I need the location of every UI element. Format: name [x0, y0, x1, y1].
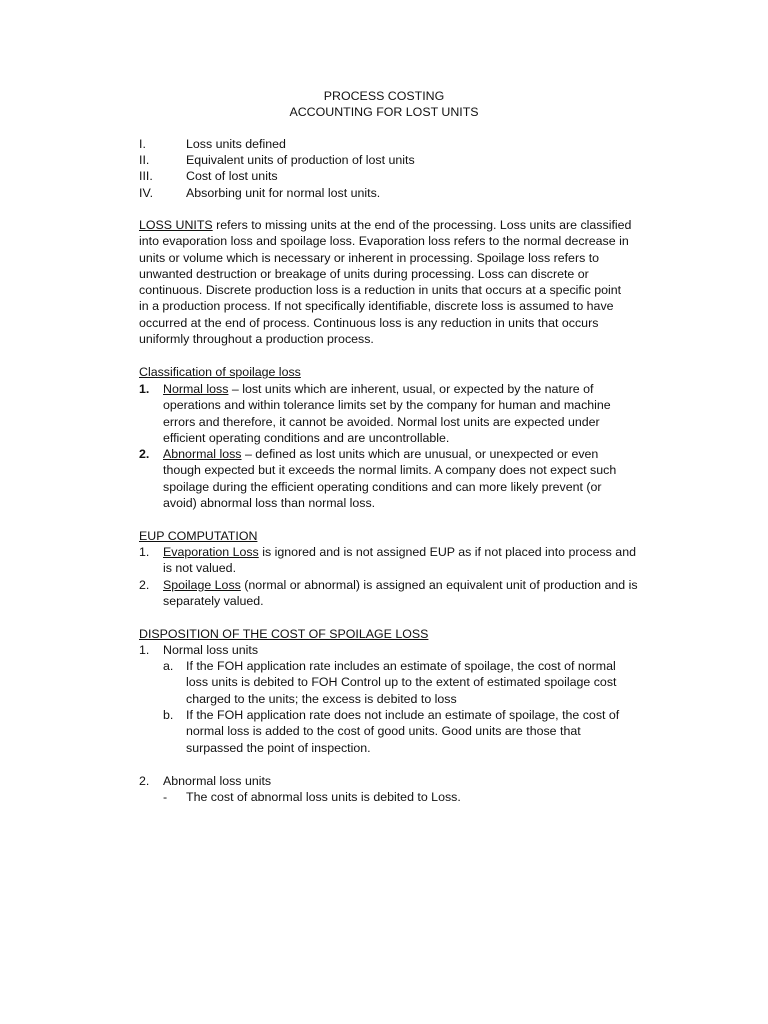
loss-units-term: LOSS UNITS: [139, 218, 213, 232]
disposition-heading: DISPOSITION OF THE COST OF SPOILAGE LOSS: [139, 627, 429, 641]
list-number: 2.: [139, 774, 150, 788]
paragraph-line: occurred at the end of process. Continuous loss is any reduction in units that occurs: [139, 315, 599, 330]
document-subtitle: ACCOUNTING FOR LOST UNITS: [289, 105, 479, 119]
sub-list-letter: a.: [163, 659, 174, 673]
item-line: – defined as lost units which are unusual, or unexpected or even: [241, 447, 599, 461]
sub-item-b: [186, 707, 619, 756]
paragraph-line: into evaporation loss and spoilage loss. Evaporation loss refers to the normal decrease in: [139, 234, 629, 249]
normal-loss-units-label: Normal loss units: [163, 643, 259, 657]
list-number: 2.: [139, 447, 150, 461]
item-line: is ignored and is not assigned EUP as if not placed into process and: [258, 545, 636, 559]
sub-item-a: [186, 658, 616, 707]
outline-number: III.: [139, 169, 153, 183]
list-number: 1.: [139, 643, 150, 657]
document-title: PROCESS COSTING: [323, 89, 445, 103]
paragraph-line: refers to missing units at the end of the processing. Loss units are classified: [212, 218, 632, 232]
item-line: If the FOH application rate includes an estimate of spoilage, the cost of normal: [186, 659, 616, 673]
item-line: efficient operating conditions and are uncontrollable.: [163, 430, 450, 445]
item-line: avoid) abnormal loss than normal loss.: [163, 495, 376, 510]
paragraph-line: units or volume which is necessary or inherent in processing. Spoilage loss refers to: [139, 250, 600, 265]
spoilage-loss-term: Spoilage Loss: [163, 578, 241, 592]
abnormal-loss-item: [163, 446, 616, 511]
item-line: though expected but it exceeds the normal limits. A company does not expect such: [163, 463, 617, 478]
normal-loss-term: Normal loss: [163, 382, 229, 396]
item-line: operations and within tolerance limits set by the company for human and machine: [163, 398, 611, 413]
item-line: spoilage during the efficient operating conditions and can more likely prevent (or: [163, 479, 602, 494]
normal-loss-item: [163, 381, 611, 446]
list-number: 1.: [139, 545, 150, 559]
item-line: – lost units which are inherent, usual, or expected by the nature of: [228, 382, 594, 396]
dash-bullet: -: [163, 790, 168, 804]
item-line: charged to the units; the excess is debited to loss: [186, 691, 457, 706]
abnormal-loss-sub-item: The cost of abnormal loss units is debited to Loss.: [186, 790, 461, 804]
paragraph-line: continuous. Discrete production loss is a reduction in units that occurs at a specific point: [139, 283, 622, 298]
evaporation-loss-item: [163, 544, 636, 577]
item-line: is not valued.: [163, 561, 237, 576]
item-line: If the FOH application rate does not include an estimate of spoilage, the cost of: [186, 708, 620, 722]
list-number: 2.: [139, 578, 150, 592]
outline-number: I.: [139, 137, 146, 151]
classification-heading: Classification of spoilage loss: [139, 365, 301, 379]
abnormal-loss-units-label: Abnormal loss units: [163, 774, 272, 788]
item-line: separately valued.: [163, 594, 264, 609]
list-number: 1.: [139, 382, 150, 396]
outline-item: Cost of lost units: [186, 169, 278, 183]
paragraph-line: uniformly throughout a production process.: [139, 332, 374, 347]
item-line: normal loss is added to the cost of good units. Good units are those that: [186, 724, 581, 739]
outline-item: Absorbing unit for normal lost units.: [186, 186, 381, 200]
paragraph-line: in a production process. If not specifically identifiable, discrete loss is assumed to have: [139, 299, 614, 314]
evaporation-loss-term: Evaporation Loss: [163, 545, 259, 559]
item-line: loss units is debited to FOH Control up to the extent of estimated spoilage cost: [186, 675, 617, 690]
outline-item: Loss units defined: [186, 137, 286, 151]
paragraph-line: unwanted destruction or breakage of units during processing. Loss can discrete or: [139, 266, 589, 281]
eup-heading: EUP COMPUTATION: [139, 529, 258, 543]
spoilage-loss-item: [163, 577, 638, 610]
loss-units-paragraph: [139, 217, 631, 347]
outline-number: IV.: [139, 186, 154, 200]
outline-item: Equivalent units of production of lost units: [186, 153, 415, 167]
item-line: errors and therefore, it cannot be avoided. Normal lost units are expected under: [163, 414, 600, 429]
outline-number: II.: [139, 153, 150, 167]
abnormal-loss-term: Abnormal loss: [163, 447, 242, 461]
item-line: surpassed the point of inspection.: [186, 740, 371, 755]
sub-list-letter: b.: [163, 708, 174, 722]
item-line: (normal or abnormal) is assigned an equivalent unit of production and is: [240, 578, 638, 592]
